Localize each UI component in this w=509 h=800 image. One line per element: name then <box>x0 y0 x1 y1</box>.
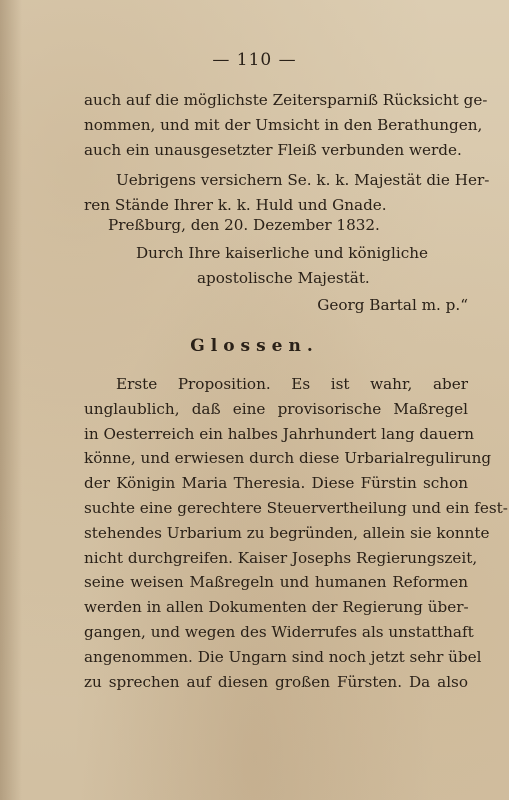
text-line: könne, und erwiesen durch diese Urbarialregulirung <box>84 449 492 468</box>
closing-line-2: apostolische Majestät. <box>197 269 370 287</box>
section-title: Glossen. <box>190 336 319 356</box>
text-line: suchte eine gerechtere Steuervertheilung und ein fest- <box>84 498 508 517</box>
text-line: auch auf die möglichste Zeitersparniß Rücksicht ge- <box>84 91 488 109</box>
page-number: — 110 — <box>212 50 297 70</box>
text-line: auch ein unausgesetzter Fleiß verbunden werde. <box>84 141 462 159</box>
text-line: Uebrigens versichern Se. k. k. Majestät die Her- <box>116 171 490 189</box>
closing-line-1: Durch Ihre kaiserliche und königliche <box>136 244 428 262</box>
text-line: zu sprechen auf diesen großen Fürsten. Da also <box>84 672 468 691</box>
signature: Georg Bartal m. p.“ <box>317 296 468 314</box>
text-line: unglaublich, daß eine provisorische Maßregel <box>84 399 468 418</box>
text-line: nicht durchgreifen. Kaiser Josephs Regierungszeit, <box>84 548 478 567</box>
text-line: in Oesterreich ein halbes Jahrhundert lang dauern <box>84 424 475 443</box>
text-line: ren Stände Ihrer k. k. Huld und Gnade. <box>84 196 387 214</box>
text-line: nommen, und mit der Umsicht in den Berathungen, <box>84 116 483 134</box>
text-line: der Königin Maria Theresia. Diese Fürstin schon <box>84 474 468 493</box>
text-line: werden in allen Dokumenten der Regierung über- <box>84 598 469 617</box>
text-line: Erste Proposition. Es ist wahr, aber <box>116 375 468 393</box>
text-line: stehendes Urbarium zu begründen, allein sie konnte <box>84 523 490 542</box>
place-date: Preßburg, den 20. Dezember 1832. <box>108 216 380 234</box>
text-line: angenommen. Die Ungarn sind noch jetzt sehr übel <box>84 647 482 666</box>
paragraph-1 <box>84 88 488 163</box>
text-line: seine weisen Maßregeln und humanen Reformen <box>84 573 468 592</box>
text-line: gangen, und wegen des Widerrufes als unstatthaft <box>84 622 474 641</box>
binding-shadow <box>0 0 22 800</box>
paragraph-3 <box>84 372 508 694</box>
paragraph-2 <box>84 168 490 218</box>
